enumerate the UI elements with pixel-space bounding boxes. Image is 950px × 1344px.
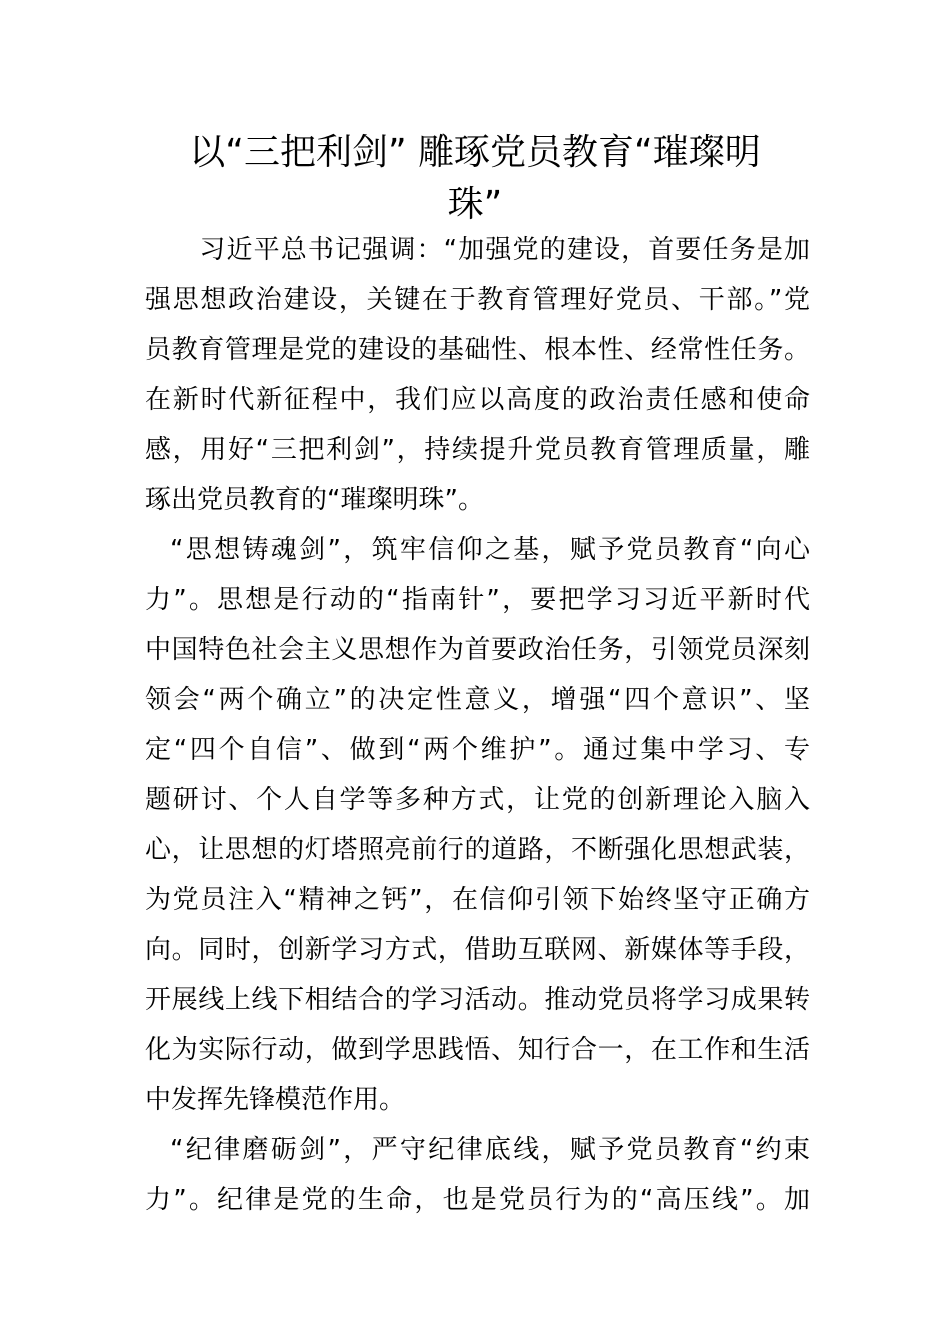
body-line-19: “纪律磨砺剑”，严守纪律底线，赋予党员教育“约束 [170,1135,810,1165]
body-line-18: 中发挥先锋模范作用。 [145,1085,406,1115]
document-title-line-1: 以“三把利剑” 雕琢党员教育“璀璨明 [189,132,761,173]
body-line-15: 向。同时，创新学习方式，借助互联网、新媒体等手段， [145,935,810,965]
body-line-16: 开展线上线下相结合的学习活动。推动党员将学习成果转 [145,985,810,1015]
body-line-20: 力”。纪律是党的生命，也是党员行为的“高压线”。加 [145,1185,810,1215]
body-line-2: 强思想政治建设，关键在于教育管理好党员、干部。”党 [145,285,810,315]
body-line-12: 题研讨、个人自学等多种方式，让党的创新理论入脑入 [145,785,810,815]
body-line-8: 力”。思想是行动的“指南针”，要把学习习近平新时代 [145,585,810,615]
body-line-13: 心，让思想的灯塔照亮前行的道路，不断强化思想武装， [145,835,810,865]
body-line-14: 为党员注入“精神之钙”，在信仰引领下始终坚守正确方 [145,885,810,915]
body-line-17: 化为实际行动，做到学思践悟、知行合一，在工作和生活 [145,1035,810,1065]
body-line-3: 员教育管理是党的建设的基础性、根本性、经常性任务。 [145,335,810,365]
body-line-11: 定“四个自信”、做到“两个维护”。通过集中学习、专 [145,735,810,765]
body-line-10: 领会“两个确立”的决定性意义，增强“四个意识”、坚 [145,685,810,715]
body-line-1: 习近平总书记强调：“加强党的建设，首要任务是加 [145,235,810,265]
body-line-9: 中国特色社会主义思想作为首要政治任务，引领党员深刻 [145,635,810,665]
body-line-5: 感，用好“三把利剑”，持续提升党员教育管理质量，雕 [145,435,810,465]
body-line-6: 琢出党员教育的“璀璨明珠”。 [145,485,484,515]
body-line-4: 在新时代新征程中，我们应以高度的政治责任感和使命 [145,385,810,415]
body-line-7: “思想铸魂剑”，筑牢信仰之基，赋予党员教育“向心 [170,535,810,565]
document-title-line-2: 珠” [447,184,503,225]
